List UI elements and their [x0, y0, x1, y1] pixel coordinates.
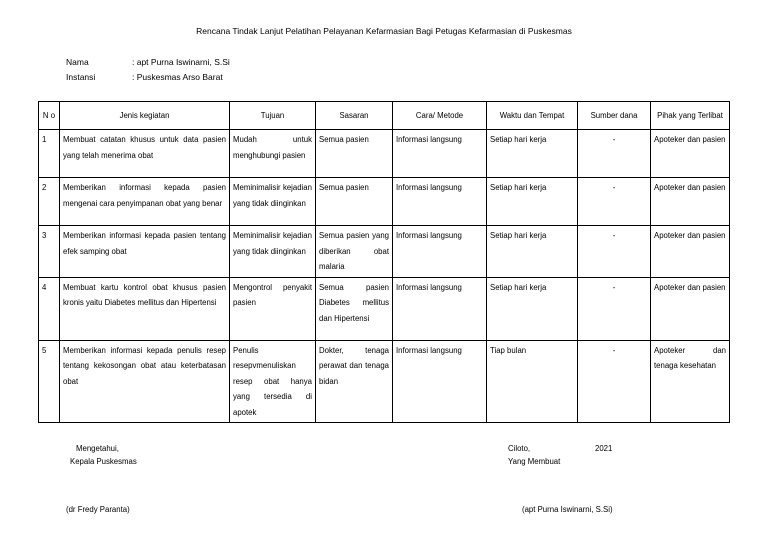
- cell-fund: -: [578, 226, 651, 278]
- cell-party: Apoteker dan pasien: [651, 130, 730, 178]
- cell-activity: Memberikan informasi kepada pasien mengenai cara penyimpanan obat yang benar: [60, 178, 230, 226]
- cell-fund: -: [578, 277, 651, 340]
- institution-label: Instansi: [66, 72, 96, 82]
- cell-no: 3: [39, 226, 60, 278]
- cell-time-place: Setiap hari kerja: [487, 277, 578, 340]
- header-fund: Sumber dana: [578, 102, 651, 130]
- table-row: [39, 277, 730, 340]
- header-no: N o: [39, 102, 60, 130]
- cell-target: Semua pasien Diabetes mellitus dan Hipertensi: [316, 277, 393, 340]
- cell-method: Informasi langsung: [393, 277, 487, 340]
- cell-target: Dokter, tenaga perawat dan tenaga bidan: [316, 340, 393, 423]
- document-title: Rencana Tindak Lanjut Pelatihan Pelayanan Kefarmasian Bagi Petugas Kefarmasian di Puskesmas: [196, 26, 572, 36]
- cell-time-place: Setiap hari kerja: [487, 178, 578, 226]
- cell-goal: Mudah untuk menghubungi pasien: [230, 130, 316, 178]
- table-row: [39, 178, 730, 226]
- header-row: [39, 102, 730, 130]
- cell-no: 5: [39, 340, 60, 423]
- cell-party: Apoteker dan pasien: [651, 226, 730, 278]
- cell-target: Semua pasien: [316, 130, 393, 178]
- cell-no: 2: [39, 178, 60, 226]
- table-row: [39, 340, 730, 423]
- cell-party: Apoteker dan tenaga kesehatan: [651, 340, 730, 423]
- cell-party: Apoteker dan pasien: [651, 277, 730, 340]
- cell-method: Informasi langsung: [393, 340, 487, 423]
- cell-fund: -: [578, 340, 651, 423]
- institution-value: : Puskesmas Arso Barat: [132, 72, 223, 82]
- cell-activity: Membuat catatan khusus untuk data pasien yang telah menerima obat: [60, 130, 230, 178]
- cell-target: Semua pasien yang diberikan obat malaria: [316, 226, 393, 278]
- place-label: Ciloto,: [508, 444, 531, 453]
- cell-activity: Memberikan informasi kepada pasien tentang efek samping obat: [60, 226, 230, 278]
- institution-line: [66, 72, 223, 82]
- cell-time-place: Tiap bulan: [487, 340, 578, 423]
- cell-time-place: Setiap hari kerja: [487, 226, 578, 278]
- cell-party: Apoteker dan pasien: [651, 178, 730, 226]
- acknowledged-label: Mengetahui,: [76, 444, 119, 453]
- header-party: Pihak yang Terlibat: [651, 102, 730, 130]
- header-goal: Tujuan: [230, 102, 316, 130]
- table-row: [39, 226, 730, 278]
- header-target: Sasaran: [316, 102, 393, 130]
- cell-fund: -: [578, 178, 651, 226]
- header-method: Cara/ Metode: [393, 102, 487, 130]
- cell-method: Informasi langsung: [393, 130, 487, 178]
- cell-fund: -: [578, 130, 651, 178]
- header-time-place: Waktu dan Tempat: [487, 102, 578, 130]
- cell-goal: Meminimalisir kejadian yang tidak diinginkan: [230, 226, 316, 278]
- cell-goal: Meminimalisir kejadian yang tidak diinginkan: [230, 178, 316, 226]
- name-label: Nama: [66, 57, 89, 67]
- name-value: : apt Purna Iswinarni, S.Si: [132, 57, 230, 67]
- head-signatory-name: (dr Fredy Paranta): [66, 505, 130, 514]
- cell-method: Informasi langsung: [393, 178, 487, 226]
- author-title: Yang Membuat: [508, 457, 561, 466]
- cell-time-place: Setiap hari kerja: [487, 130, 578, 178]
- head-title: Kepala Puskesmas: [70, 457, 137, 466]
- name-line: [66, 57, 230, 67]
- year-label: 2021: [595, 444, 613, 453]
- cell-no: 1: [39, 130, 60, 178]
- table-row: [39, 130, 730, 178]
- cell-target: Semua pasien: [316, 178, 393, 226]
- cell-method: Informasi langsung: [393, 226, 487, 278]
- header-activity: Jenis kegiatan: [60, 102, 230, 130]
- cell-no: 4: [39, 277, 60, 340]
- follow-up-plan-table: [38, 101, 730, 423]
- author-signatory-name: (apt Purna Iswinarni, S.Si): [522, 505, 613, 514]
- cell-goal: Penulis resepvmenuliskan resep obat hanya yang tersedia di apotek: [230, 340, 316, 423]
- cell-activity: Membuat kartu kontrol obat khusus pasien kronis yaitu Diabetes mellitus dan Hipertensi: [60, 277, 230, 340]
- cell-activity: Memberikan informasi kepada penulis resep tentang kekosongan obat atau keterbatasan obat: [60, 340, 230, 423]
- cell-goal: Mengontrol penyakit pasien: [230, 277, 316, 340]
